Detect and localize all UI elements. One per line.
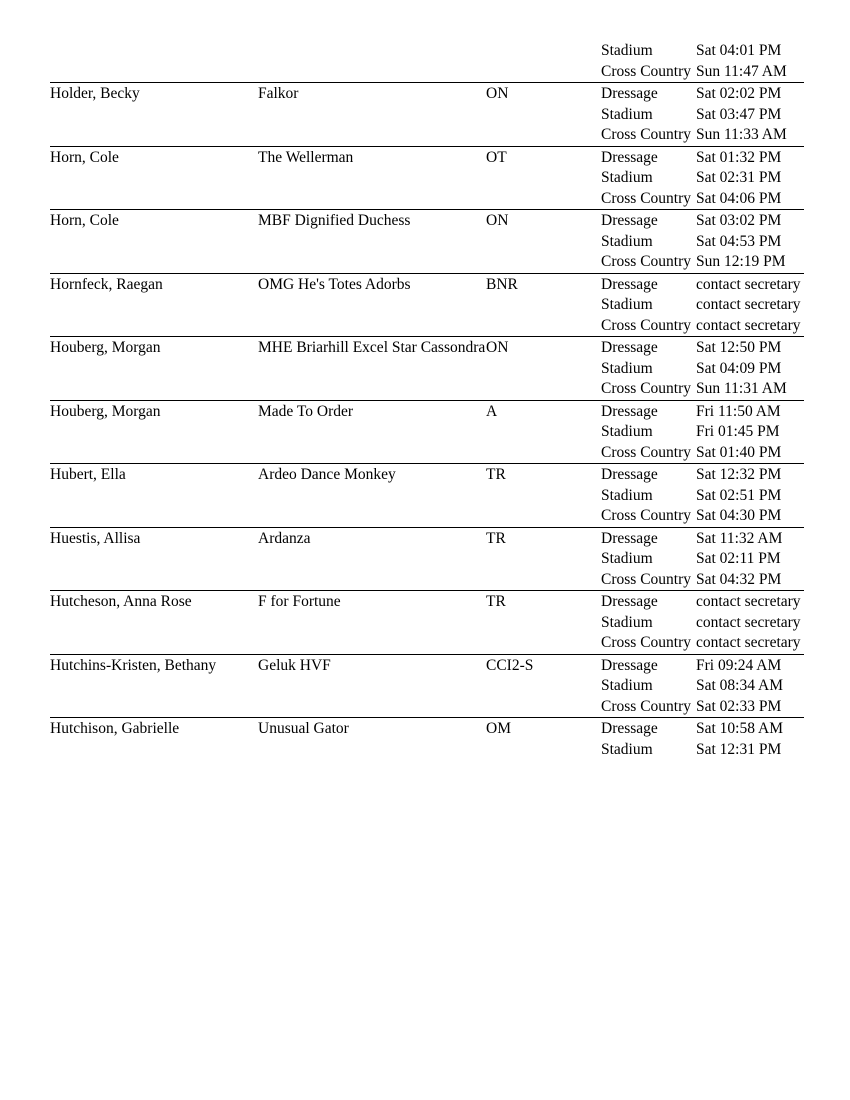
event-schedule bbox=[601, 210, 804, 272]
event-row bbox=[601, 612, 804, 633]
event-time: Sat 02:31 PM bbox=[696, 169, 782, 186]
event-time: Sat 04:32 PM bbox=[696, 570, 782, 588]
event-schedule bbox=[601, 718, 804, 759]
horse-name: MBF Dignified Duchess bbox=[258, 212, 411, 229]
horse-name: Ardeo Dance Monkey bbox=[258, 466, 396, 483]
horse-name bbox=[258, 40, 486, 81]
event-name: Cross Country bbox=[601, 570, 691, 588]
event-time: Sat 04:30 PM bbox=[696, 507, 782, 524]
event-name: Stadium bbox=[601, 42, 653, 59]
event-name: Dressage bbox=[601, 402, 658, 420]
event-time: Sun 11:31 AM bbox=[696, 380, 787, 397]
event-time: contact secretary bbox=[696, 316, 801, 334]
event-row bbox=[601, 528, 804, 549]
event-schedule bbox=[601, 337, 804, 399]
table-row bbox=[50, 654, 804, 718]
division-code: BNR bbox=[486, 275, 518, 293]
division-code: ON bbox=[486, 85, 509, 102]
event-name: Stadium bbox=[601, 105, 653, 123]
event-schedule bbox=[601, 83, 804, 145]
table-row bbox=[50, 463, 804, 527]
table-row bbox=[50, 400, 804, 464]
event-row bbox=[601, 485, 804, 506]
event-time: contact secretary bbox=[696, 593, 801, 610]
event-name: Dressage bbox=[601, 339, 658, 356]
rider-name: Hutchison, Gabrielle bbox=[50, 720, 180, 737]
event-row bbox=[601, 569, 804, 590]
rider-name: Hubert, Ella bbox=[50, 466, 126, 483]
event-row bbox=[601, 167, 804, 188]
rider-name: Hutcheson, Anna Rose bbox=[50, 593, 192, 610]
event-time: Sat 01:40 PM bbox=[696, 443, 782, 461]
event-name: Cross Country bbox=[601, 316, 691, 334]
event-row bbox=[601, 124, 804, 145]
event-row bbox=[601, 61, 804, 82]
event-time: Sat 12:50 PM bbox=[696, 339, 782, 356]
event-name: Dressage bbox=[601, 275, 658, 293]
event-row bbox=[601, 378, 804, 399]
event-name: Stadium bbox=[601, 550, 653, 567]
horse-name: Falkor bbox=[258, 85, 299, 102]
horse-name: The Wellerman bbox=[258, 148, 354, 166]
event-name: Cross Country bbox=[601, 443, 691, 461]
rider-name: Horn, Cole bbox=[50, 212, 119, 229]
division-code bbox=[486, 40, 601, 81]
event-name: Cross Country bbox=[601, 189, 691, 207]
event-row bbox=[601, 147, 804, 168]
event-schedule bbox=[601, 274, 804, 336]
event-name: Stadium bbox=[601, 613, 653, 631]
table-row bbox=[50, 209, 804, 273]
event-name: Cross Country bbox=[601, 62, 691, 80]
event-row bbox=[601, 40, 804, 61]
event-row bbox=[601, 337, 804, 358]
event-time: Sat 10:58 AM bbox=[696, 720, 783, 737]
division-code: OT bbox=[486, 148, 507, 166]
event-row bbox=[601, 675, 804, 696]
event-name: Dressage bbox=[601, 529, 658, 547]
event-name: Dressage bbox=[601, 85, 658, 102]
event-row bbox=[601, 718, 804, 739]
rider-name: Hornfeck, Raegan bbox=[50, 275, 163, 293]
event-schedule bbox=[601, 40, 804, 81]
event-time: Sat 04:01 PM bbox=[696, 42, 782, 59]
rider-name: Houberg, Morgan bbox=[50, 402, 161, 420]
event-row bbox=[601, 401, 804, 422]
horse-name: Made To Order bbox=[258, 402, 354, 420]
event-schedule bbox=[601, 147, 804, 209]
table-row bbox=[50, 717, 804, 760]
event-row bbox=[601, 421, 804, 442]
event-schedule bbox=[601, 591, 804, 653]
event-row bbox=[601, 83, 804, 104]
event-name: Cross Country bbox=[601, 507, 691, 524]
event-name: Stadium bbox=[601, 677, 653, 694]
event-name: Cross Country bbox=[601, 697, 691, 715]
event-time: Sun 11:33 AM bbox=[696, 126, 787, 143]
event-name: Stadium bbox=[601, 740, 653, 758]
event-time: Sun 12:19 PM bbox=[696, 253, 786, 270]
event-time: Fri 11:50 AM bbox=[696, 402, 781, 420]
event-name: Cross Country bbox=[601, 380, 691, 397]
event-row bbox=[601, 696, 804, 717]
event-time: Sat 12:31 PM bbox=[696, 740, 782, 758]
horse-name: Geluk HVF bbox=[258, 656, 331, 674]
event-row bbox=[601, 548, 804, 569]
event-row bbox=[601, 251, 804, 272]
event-schedule bbox=[601, 655, 804, 717]
event-row bbox=[601, 188, 804, 209]
event-name: Cross Country bbox=[601, 253, 691, 270]
event-name: Stadium bbox=[601, 296, 653, 313]
event-name: Stadium bbox=[601, 423, 653, 440]
event-name: Dressage bbox=[601, 593, 658, 610]
event-time: Sat 03:47 PM bbox=[696, 105, 782, 123]
event-name: Dressage bbox=[601, 720, 658, 737]
event-name: Cross Country bbox=[601, 634, 691, 651]
division-code: TR bbox=[486, 529, 506, 547]
event-time: Sat 02:11 PM bbox=[696, 550, 781, 567]
event-time: Sat 02:33 PM bbox=[696, 697, 782, 715]
event-time: Fri 01:45 PM bbox=[696, 423, 780, 440]
rider-name: Huestis, Allisa bbox=[50, 529, 141, 547]
event-schedule bbox=[601, 528, 804, 590]
event-name: Dressage bbox=[601, 212, 658, 229]
division-code: ON bbox=[486, 339, 509, 356]
table-row bbox=[50, 590, 804, 654]
table-row bbox=[50, 40, 804, 82]
table-row bbox=[50, 146, 804, 210]
event-row bbox=[601, 505, 804, 526]
event-schedule bbox=[601, 464, 804, 526]
event-time: Sun 11:47 AM bbox=[696, 62, 787, 80]
table-row bbox=[50, 82, 804, 146]
event-name: Dressage bbox=[601, 148, 658, 166]
event-row bbox=[601, 231, 804, 252]
division-code: A bbox=[486, 402, 498, 420]
division-code: ON bbox=[486, 212, 509, 229]
event-name: Stadium bbox=[601, 359, 653, 377]
event-time: Sat 02:02 PM bbox=[696, 85, 782, 102]
division-code: CCI2-S bbox=[486, 656, 534, 674]
division-code: OM bbox=[486, 720, 511, 737]
event-row bbox=[601, 632, 804, 653]
division-code: TR bbox=[486, 466, 506, 483]
event-time: Sat 01:32 PM bbox=[696, 148, 782, 166]
event-time: Sat 04:06 PM bbox=[696, 189, 782, 207]
event-time: Sat 04:09 PM bbox=[696, 359, 782, 377]
event-time: contact secretary bbox=[696, 613, 801, 631]
horse-name: MHE Briarhill Excel Star Cassondra bbox=[258, 339, 486, 356]
event-row bbox=[601, 294, 804, 315]
horse-name: OMG He's Totes Adorbs bbox=[258, 275, 411, 293]
event-time: Fri 09:24 AM bbox=[696, 656, 782, 674]
rider-name: Holder, Becky bbox=[50, 85, 140, 102]
table-row bbox=[50, 527, 804, 591]
event-row bbox=[601, 104, 804, 125]
rider-name: Hutchins-Kristen, Bethany bbox=[50, 656, 217, 674]
event-name: Stadium bbox=[601, 232, 653, 250]
event-time: Sat 04:53 PM bbox=[696, 232, 782, 250]
event-row bbox=[601, 210, 804, 231]
division-code: TR bbox=[486, 593, 506, 610]
event-time: contact secretary bbox=[696, 296, 801, 313]
event-row bbox=[601, 358, 804, 379]
event-time: Sat 03:02 PM bbox=[696, 212, 782, 229]
event-row bbox=[601, 655, 804, 676]
horse-name: Ardanza bbox=[258, 529, 311, 547]
event-schedule bbox=[601, 401, 804, 463]
rider-name bbox=[50, 40, 258, 81]
rider-name: Horn, Cole bbox=[50, 148, 119, 166]
event-name: Dressage bbox=[601, 656, 658, 674]
event-row bbox=[601, 739, 804, 760]
table-row bbox=[50, 336, 804, 400]
rider-name: Houberg, Morgan bbox=[50, 339, 161, 356]
event-name: Stadium bbox=[601, 169, 653, 186]
event-row bbox=[601, 442, 804, 463]
event-name: Cross Country bbox=[601, 126, 691, 143]
event-time: Sat 12:32 PM bbox=[696, 466, 782, 483]
event-row bbox=[601, 464, 804, 485]
event-row bbox=[601, 591, 804, 612]
event-time: Sat 08:34 AM bbox=[696, 677, 783, 694]
table-row bbox=[50, 273, 804, 337]
event-time: contact secretary bbox=[696, 275, 801, 293]
horse-name: Unusual Gator bbox=[258, 720, 349, 737]
event-time: Sat 02:51 PM bbox=[696, 486, 782, 504]
event-time: Sat 11:32 AM bbox=[696, 529, 783, 547]
event-name: Dressage bbox=[601, 466, 658, 483]
event-name: Stadium bbox=[601, 486, 653, 504]
horse-name: F for Fortune bbox=[258, 593, 341, 610]
event-row bbox=[601, 274, 804, 295]
event-row bbox=[601, 315, 804, 336]
event-time: contact secretary bbox=[696, 634, 801, 651]
ride-times-table bbox=[50, 40, 804, 760]
